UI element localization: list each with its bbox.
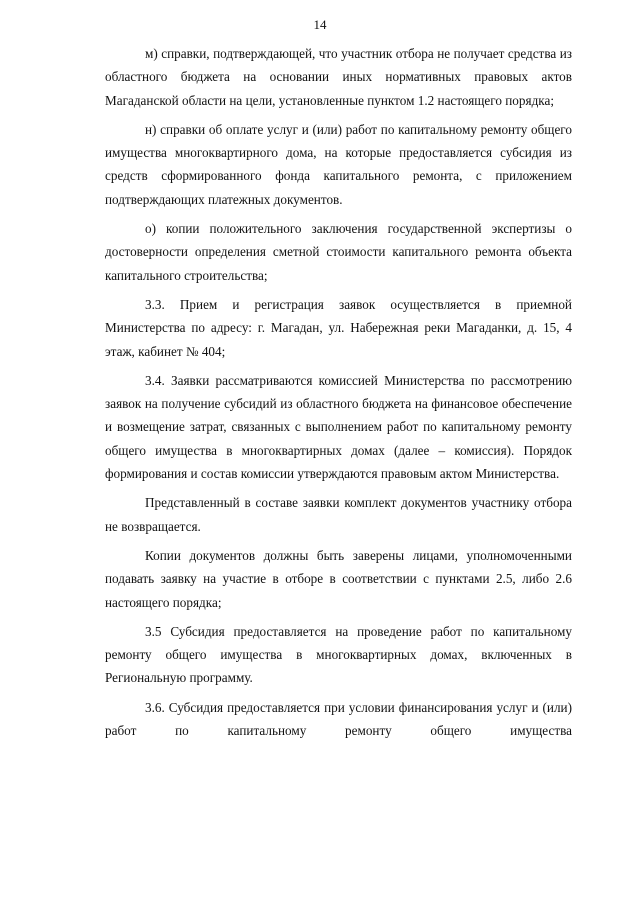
paragraph-documents-not-returned: Представленный в составе заявки комплект документов участнику отбора не возвращается. — [105, 495, 572, 534]
paragraph-3-6: 3.6. Субсидия предоставляется при условии финансирования услуг и (или) работ по капитальному ремонту общего имущества — [105, 699, 572, 739]
page-number: 14 — [313, 17, 327, 32]
paragraph-3-4: 3.4. Заявки рассматриваются комиссией Министерства по рассмотрению заявок на получение субсидий из областного бюджета на финансовое обеспечение и возмещение затрат, связанных с выполнением работ по капитальному ремонту общего имущества в многоквартирных домах (далее – комиссия). Порядок формирования и состав комиссии утверждаются правовым актом Министерства. — [105, 372, 572, 482]
document-body — [105, 42, 572, 748]
paragraph-copies-certified: Копии документов должны быть заверены лицами, уполномоченными подавать заявку на участие в отборе в соответствии с пунктами 2.5, либо 2.6 настоящего порядка; — [105, 547, 572, 610]
paragraph-o: о) копии положительного заключения государственной экспертизы о достоверности определения сметной стоимости капитального ремонта объекта капитального строительства; — [105, 221, 572, 283]
paragraph-n: н) справки об оплате услуг и (или) работ по капитальному ремонту общего имущества многоквартирного дома, на которые предоставляется субсидия из средств сформированного фонда капитального ремонта, с приложением подтверждающих платежных документов. — [105, 121, 572, 207]
paragraph-m: м) справки, подтверждающей, что участник отбора не получает средства из областного бюджета на основании иных нормативных правовых актов Магаданской области на цели, установленные пунктом 1.2 настоящего порядка; — [105, 46, 572, 108]
paragraph-3-5: 3.5 Субсидия предоставляется на проведение работ по капитальному ремонту общего имущества в многоквартирных домах, включенных в Региональную программу. — [105, 623, 572, 686]
paragraph-3-3: 3.3. Прием и регистрация заявок осуществляется в приемной Министерства по адресу: г. Магадан, ул. Набережная реки Магаданки, д. 15, 4 этаж, кабинет № 404; — [105, 296, 572, 359]
